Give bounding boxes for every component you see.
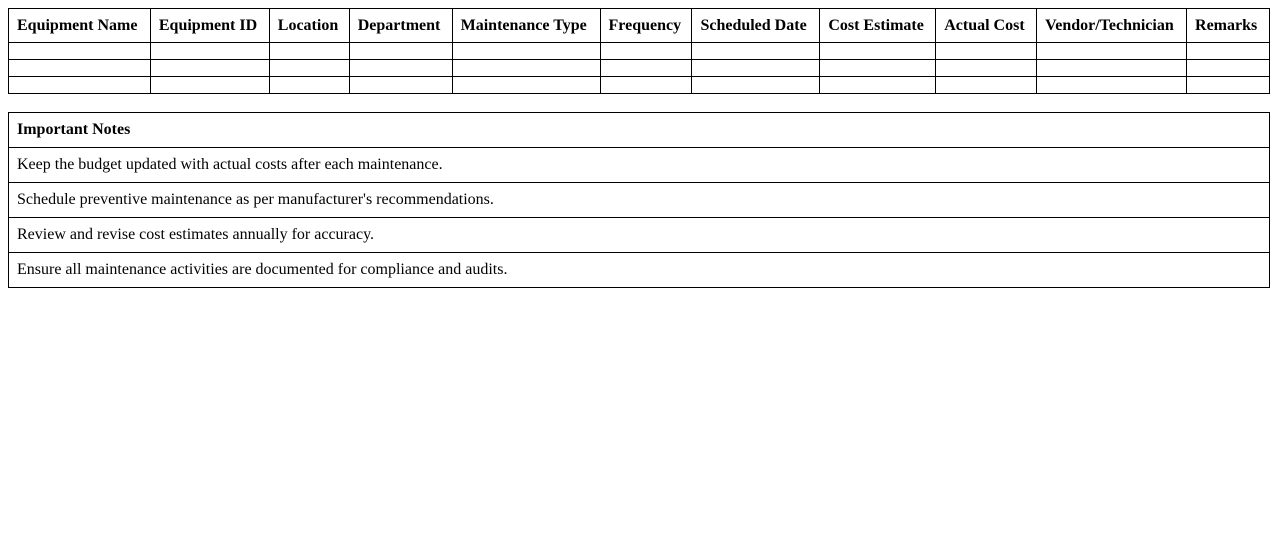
table-cell <box>600 60 692 77</box>
table-row <box>9 77 1270 94</box>
list-item <box>9 253 1270 288</box>
table-cell <box>452 43 600 60</box>
table-cell <box>1037 60 1187 77</box>
table-cell <box>269 43 349 60</box>
table-cell <box>600 43 692 60</box>
table-cell <box>150 43 269 60</box>
notes-header-row <box>9 113 1270 148</box>
header-location: Location <box>269 9 349 43</box>
table-cell <box>452 77 600 94</box>
note-text: Schedule preventive maintenance as per manufacturer's recommendations. <box>9 183 1270 218</box>
note-text: Keep the budget updated with actual costs after each maintenance. <box>9 148 1270 183</box>
list-item <box>9 218 1270 253</box>
note-text: Ensure all maintenance activities are documented for compliance and audits. <box>9 253 1270 288</box>
table-cell <box>349 77 452 94</box>
header-scheduled-date: Scheduled Date <box>692 9 820 43</box>
header-equipment-name: Equipment Name <box>9 9 151 43</box>
table-cell <box>1037 77 1187 94</box>
table-cell <box>936 77 1037 94</box>
table-cell <box>1037 43 1187 60</box>
table-cell <box>692 77 820 94</box>
note-text: Review and revise cost estimates annually for accuracy. <box>9 218 1270 253</box>
table-cell <box>9 43 151 60</box>
table-cell <box>1187 43 1270 60</box>
table-row <box>9 60 1270 77</box>
equipment-maintenance-table <box>8 8 1270 94</box>
table-cell <box>150 60 269 77</box>
table-cell <box>349 60 452 77</box>
table-cell <box>820 60 936 77</box>
table-cell <box>1187 77 1270 94</box>
table-cell <box>692 60 820 77</box>
header-frequency: Frequency <box>600 9 692 43</box>
table-cell <box>9 77 151 94</box>
table-cell <box>1187 60 1270 77</box>
header-equipment-id: Equipment ID <box>150 9 269 43</box>
table-cell <box>9 60 151 77</box>
header-maintenance-type: Maintenance Type <box>452 9 600 43</box>
list-item <box>9 148 1270 183</box>
header-vendor-technician: Vendor/Technician <box>1037 9 1187 43</box>
notes-title: Important Notes <box>9 113 1270 148</box>
table-cell <box>600 77 692 94</box>
table-cell <box>936 60 1037 77</box>
header-remarks: Remarks <box>1187 9 1270 43</box>
important-notes-table <box>8 112 1270 288</box>
table-header-row <box>9 9 1270 43</box>
table-cell <box>936 43 1037 60</box>
header-cost-estimate: Cost Estimate <box>820 9 936 43</box>
table-cell <box>820 43 936 60</box>
table-cell <box>692 43 820 60</box>
table-cell <box>349 43 452 60</box>
table-row <box>9 43 1270 60</box>
table-cell <box>269 60 349 77</box>
table-cell <box>820 77 936 94</box>
header-actual-cost: Actual Cost <box>936 9 1037 43</box>
table-cell <box>150 77 269 94</box>
list-item <box>9 183 1270 218</box>
table-cell <box>452 60 600 77</box>
table-cell <box>269 77 349 94</box>
header-department: Department <box>349 9 452 43</box>
